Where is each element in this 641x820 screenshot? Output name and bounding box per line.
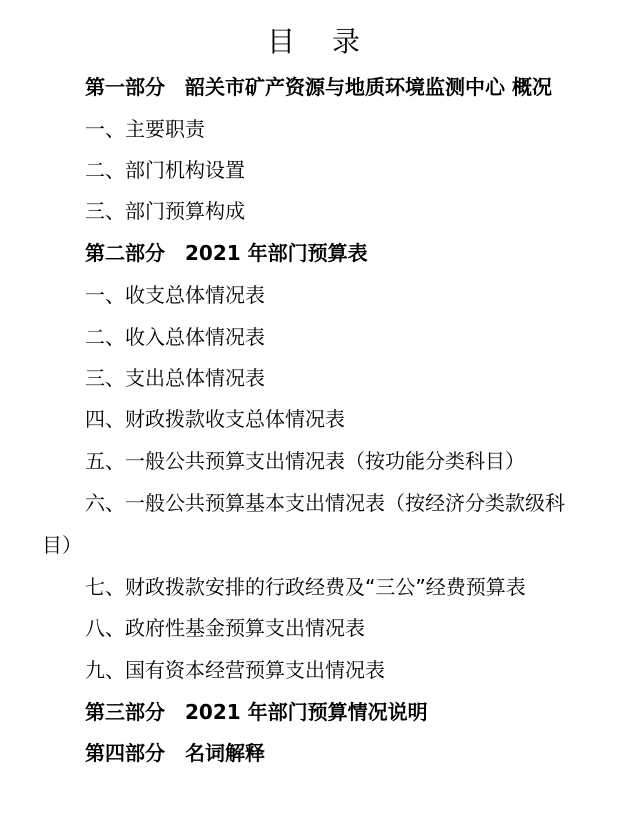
toc-item-state-capital-budget: 九、国有资本经营预算支出情况表: [85, 658, 385, 682]
toc-item-main-duties: 一、主要职责: [85, 117, 205, 141]
toc-item-income-expense-overview: 一、收支总体情况表: [85, 283, 265, 307]
toc-part-3: 第三部分 2021 年部门预算情况说明: [85, 700, 428, 724]
toc-part-1: 第一部分 韶关市矿产资源与地质环境监测中心 概况: [85, 75, 552, 99]
toc-item-fiscal-allocation-overview: 四、财政拨款收支总体情况表: [85, 407, 345, 431]
page-title: 目 录: [267, 25, 374, 58]
toc-item-public-budget-basic-economic-cont: 目）: [42, 533, 82, 557]
toc-item-public-budget-basic-economic: 六、一般公共预算基本支出情况表（按经济分类款级科: [85, 491, 565, 515]
toc-item-org-setup: 二、部门机构设置: [85, 158, 245, 182]
toc-item-expense-overview: 三、支出总体情况表: [85, 366, 265, 390]
toc-part-2: 第二部分 2021 年部门预算表: [85, 241, 368, 265]
toc-part-4: 第四部分 名词解释: [85, 741, 265, 765]
toc-item-income-overview: 二、收入总体情况表: [85, 325, 265, 349]
toc-item-budget-composition: 三、部门预算构成: [85, 199, 245, 223]
toc-item-admin-three-public-funds: 七、财政拨款安排的行政经费及“三公”经费预算表: [85, 575, 526, 599]
toc-item-public-budget-function: 五、一般公共预算支出情况表（按功能分类科目）: [85, 449, 525, 473]
toc-item-government-fund-budget: 八、政府性基金预算支出情况表: [85, 616, 365, 640]
